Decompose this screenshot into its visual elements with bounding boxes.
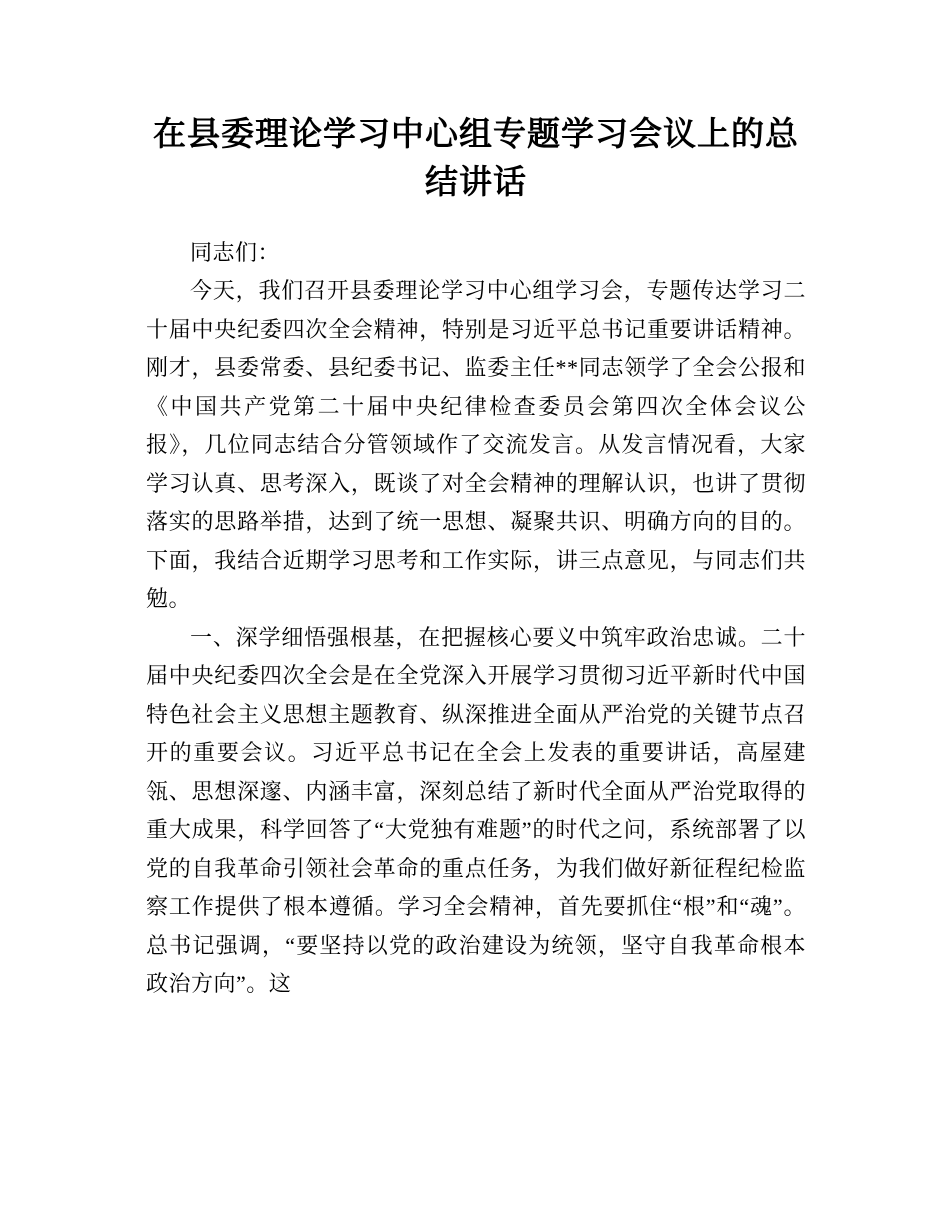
- document-title: 在县委理论学习中心组专题学习会议上的总结讲话: [153, 115, 799, 200]
- paragraph-opening: 今天，我们召开县委理论学习中心组学习会，专题传达学习二十届中央纪委四次全会精神，特别是习近平总书记重要讲话精神。刚才，县委常委、县纪委书记、监委主任**同志领学了全会公报和《中国共产党第二十届中央纪律检查委员会第四次全体会议公报》，几位同志结合分管领域作了交流发言。从发言情况看，大家学习认真、思考深入，既谈了对全会精神的理解认识，也讲了贯彻落实的思路举措，达到了统一思想、凝聚共识、明确方向的目的。下面，我结合近期学习思考和工作实际，讲三点意见，与同志们共勉。: [146, 278, 806, 612]
- paragraph-section-one: 一、深学细悟强根基，在把握核心要义中筑牢政治忠诚。二十届中央纪委四次全会是在全党深入开展学习贯彻习近平新时代中国特色社会主义思想主题教育、纵深推进全面从严治党的关键节点召开的重要会议。习近平总书记在全会上发表的重要讲话，高屋建瓴、思想深邃、内涵丰富，深刻总结了新时代全面从严治党取得的重大成果，科学回答了“大党独有难题”的时代之问，系统部署了以党的自我革命引领社会革命的重点任务，为我们做好新征程纪检监察工作提供了根本遵循。学习全会精神，首先要抓住“根”和“魂”。总书记强调，“要坚持以党的政治建设为统领，坚守自我革命根本政治方向”。这: [146, 624, 806, 997]
- salutation: 同志们：: [190, 239, 281, 265]
